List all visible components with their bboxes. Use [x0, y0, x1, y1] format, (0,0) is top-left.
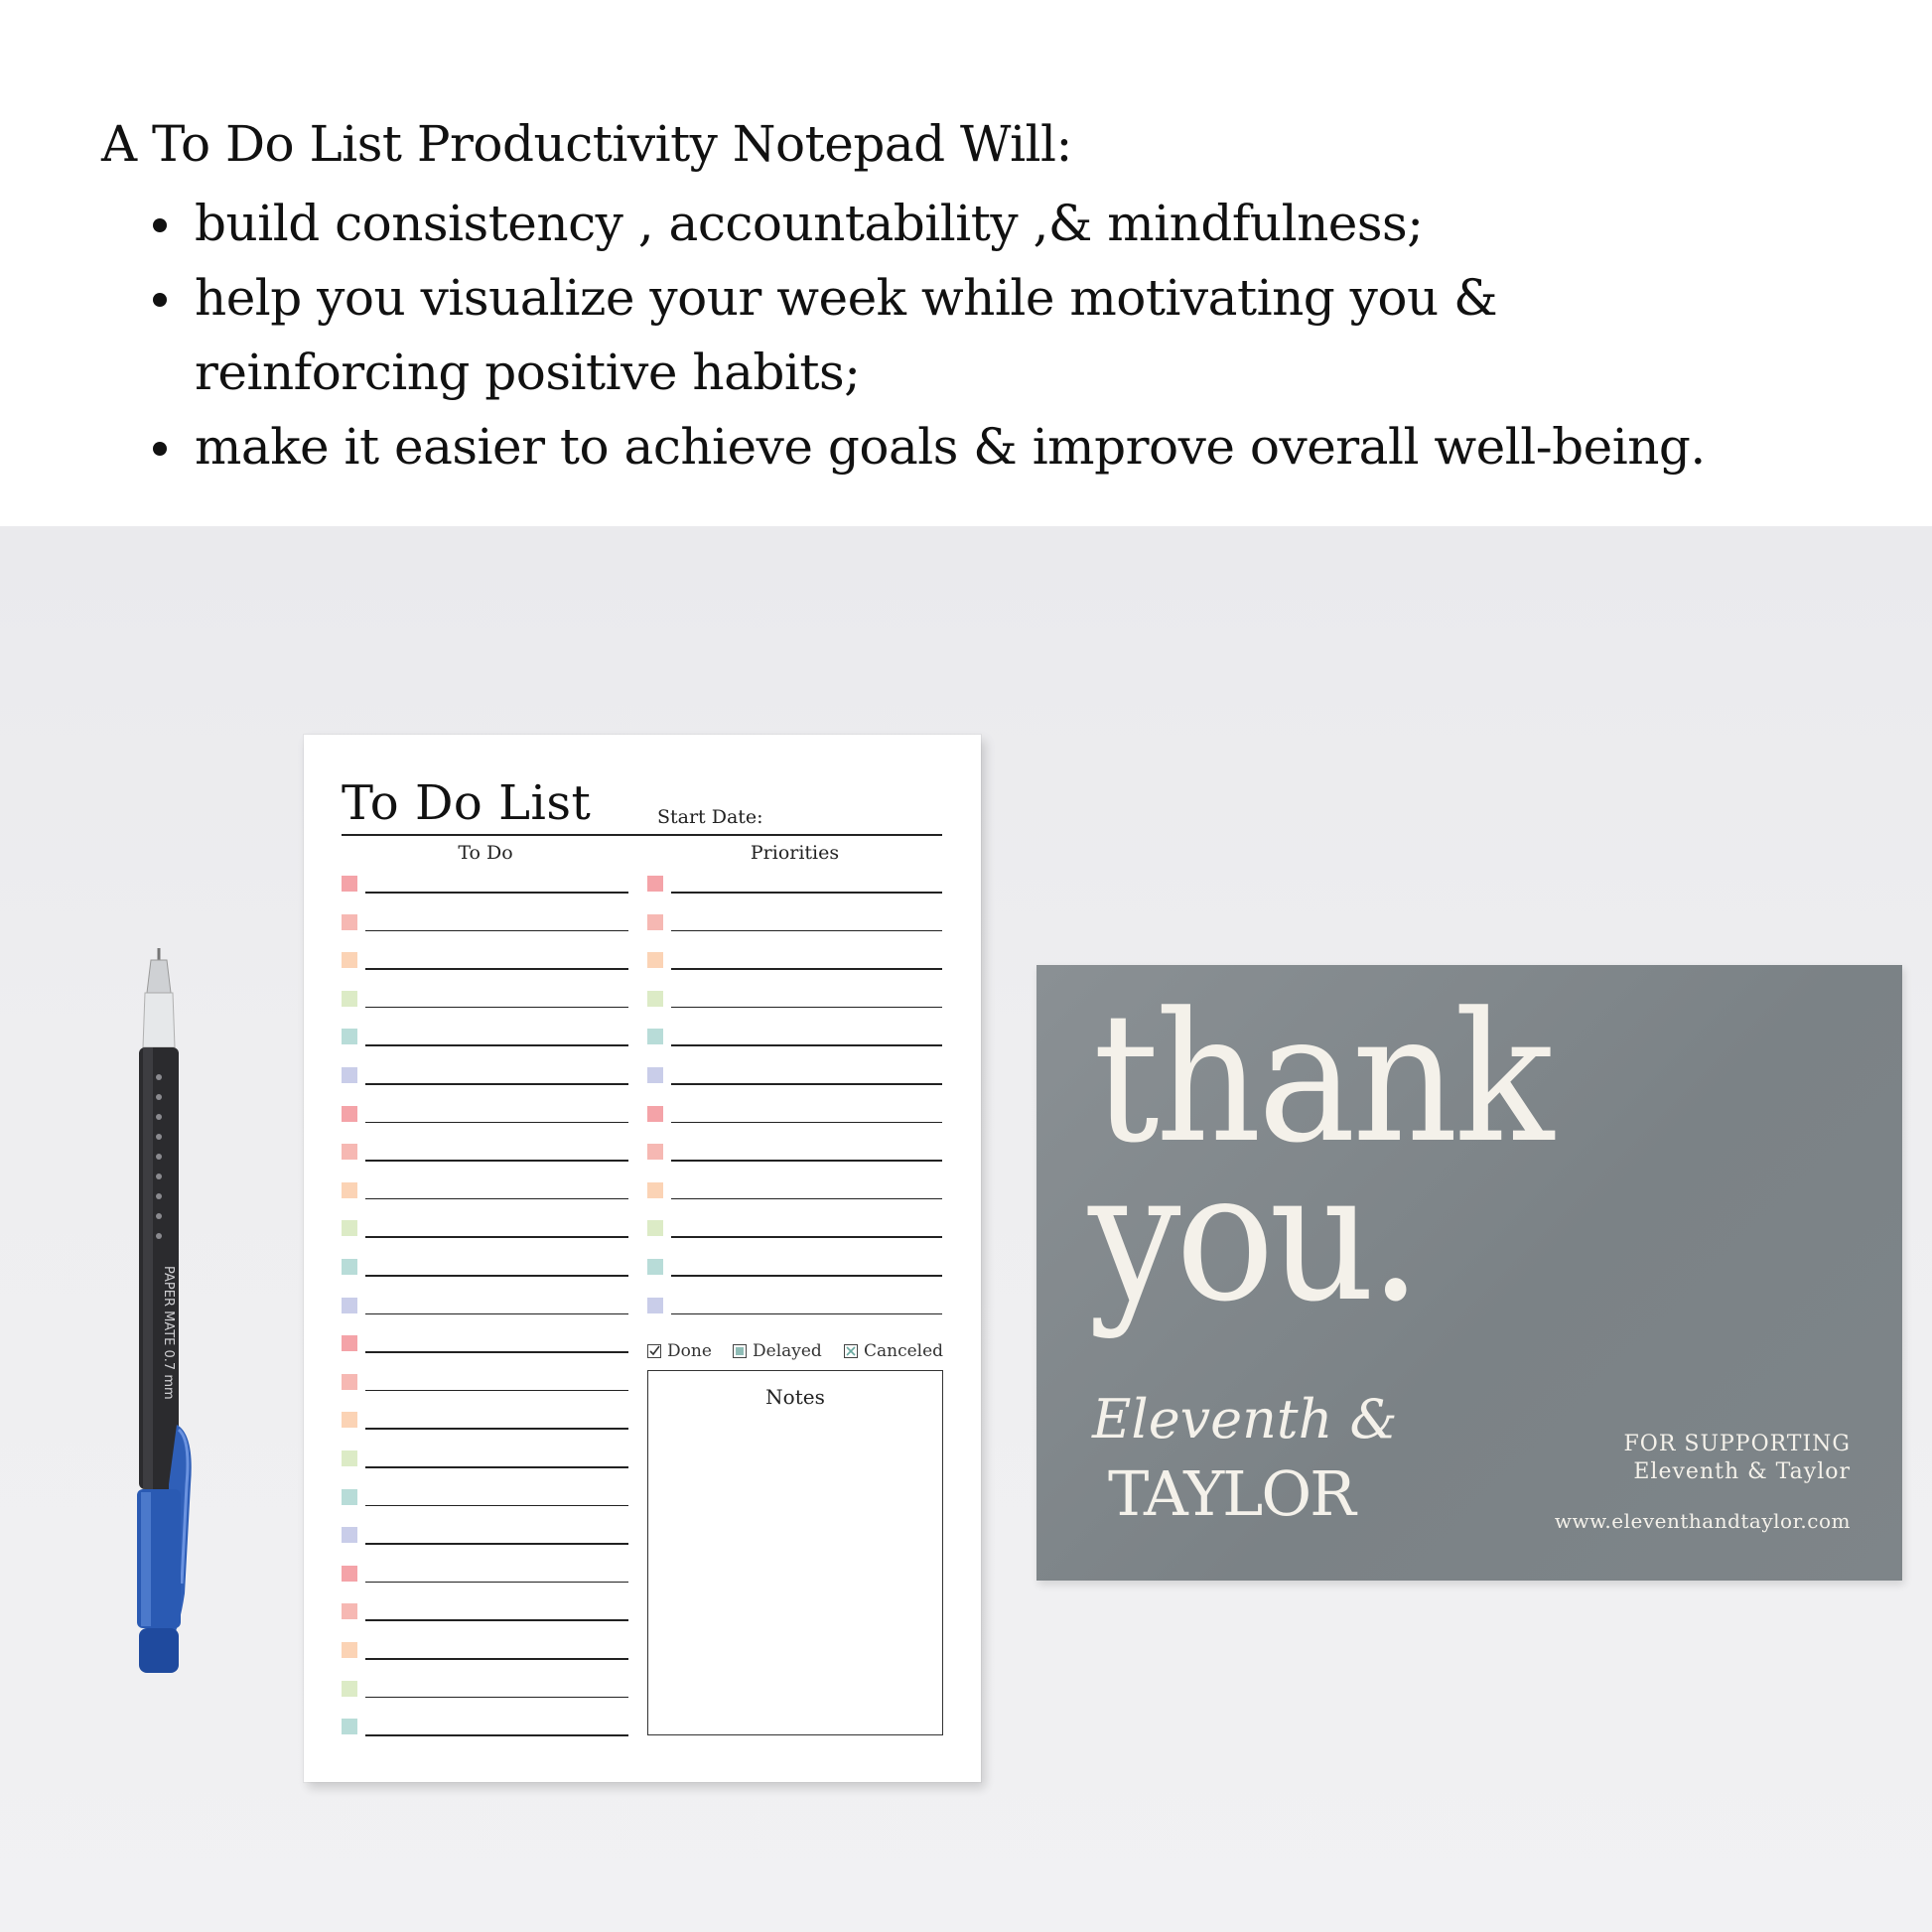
checkbox-icon[interactable] [647, 914, 663, 930]
write-line [671, 1160, 942, 1162]
bullet-icon [153, 442, 167, 456]
checkbox-icon[interactable] [342, 1412, 357, 1428]
checkbox-icon[interactable] [342, 1681, 357, 1697]
todo-row[interactable] [342, 1027, 628, 1046]
checkbox-icon[interactable] [342, 1259, 357, 1275]
todo-column-header: To Do [458, 842, 513, 864]
todo-row[interactable] [342, 1564, 628, 1584]
todo-row[interactable] [342, 1372, 628, 1392]
start-date-label: Start Date: [657, 806, 763, 828]
benefit-text: make it easier to achieve goals & improve overall well-being. [195, 418, 1706, 476]
todo-row[interactable] [342, 912, 628, 932]
status-legend [647, 1341, 945, 1365]
checkbox-icon[interactable] [647, 1220, 663, 1236]
todo-row[interactable] [342, 1525, 628, 1545]
todo-row[interactable] [342, 1142, 628, 1162]
write-line [365, 1505, 628, 1507]
priority-row[interactable] [647, 1180, 942, 1200]
todo-row[interactable] [342, 1679, 628, 1699]
write-line [671, 1236, 942, 1238]
write-line [671, 1198, 942, 1200]
todo-notepad [304, 735, 981, 1782]
todo-row[interactable] [342, 1218, 628, 1238]
title-divider [342, 834, 942, 836]
checkbox-icon[interactable] [342, 1527, 357, 1543]
checkbox-icon[interactable] [647, 1029, 663, 1044]
priority-row[interactable] [647, 950, 942, 970]
write-line [365, 1044, 628, 1046]
checkbox-icon[interactable] [342, 1489, 357, 1505]
checkbox-icon[interactable] [342, 952, 357, 968]
write-line [365, 968, 628, 970]
bullet-icon [153, 293, 167, 307]
todo-row[interactable] [342, 1717, 628, 1736]
checkbox-icon[interactable] [647, 991, 663, 1007]
write-line [365, 930, 628, 932]
priority-row[interactable] [647, 912, 942, 932]
priority-row[interactable] [647, 874, 942, 894]
write-line [671, 1044, 942, 1046]
todo-row[interactable] [342, 1104, 628, 1124]
todo-row[interactable] [342, 1449, 628, 1468]
todo-row[interactable] [342, 1487, 628, 1507]
todo-row[interactable] [342, 1640, 628, 1660]
write-line [365, 1428, 628, 1430]
todo-row[interactable] [342, 1601, 628, 1621]
write-line [365, 1236, 628, 1238]
write-line [365, 892, 628, 894]
write-line [365, 1466, 628, 1468]
todo-row[interactable] [342, 1333, 628, 1353]
done-checkbox-icon [647, 1344, 661, 1358]
legend-done: Done [647, 1341, 712, 1361]
priority-row[interactable] [647, 1104, 942, 1124]
pen-barrel-text: PAPER MATE 0.7 mm [161, 1266, 176, 1400]
write-line [365, 1313, 628, 1315]
benefit-text: build consistency , accountability ,& mindfulness; [195, 195, 1424, 252]
checkbox-icon[interactable] [647, 1106, 663, 1122]
write-line [365, 1007, 628, 1009]
todo-row[interactable] [342, 1065, 628, 1085]
write-line [365, 1734, 628, 1736]
write-line [365, 1582, 628, 1584]
todo-row[interactable] [342, 989, 628, 1009]
canceled-checkbox-icon [844, 1344, 858, 1358]
thank-you-card [1036, 965, 1902, 1581]
write-line [671, 1007, 942, 1009]
write-line [671, 1275, 942, 1277]
benefit-item [149, 187, 1787, 261]
checkbox-icon[interactable] [342, 1298, 357, 1313]
write-line [671, 1313, 942, 1315]
checkbox-icon[interactable] [342, 1719, 357, 1734]
headline-title: A To Do List Productivity Notepad Will: [101, 115, 1072, 173]
checkbox-icon[interactable] [647, 952, 663, 968]
priority-row[interactable] [647, 1218, 942, 1238]
notes-label: Notes [765, 1385, 825, 1409]
checkbox-icon[interactable] [342, 1450, 357, 1466]
checkbox-icon[interactable] [342, 1642, 357, 1658]
delayed-checkbox-icon [733, 1344, 747, 1358]
write-line [671, 1122, 942, 1124]
priority-row[interactable] [647, 1027, 942, 1046]
checkbox-icon[interactable] [647, 1182, 663, 1198]
header-section [0, 0, 1932, 526]
write-line [365, 1658, 628, 1660]
write-line [671, 968, 942, 970]
write-line [365, 1083, 628, 1085]
todo-row[interactable] [342, 1296, 628, 1315]
priority-row[interactable] [647, 1065, 942, 1085]
checkbox-icon[interactable] [342, 914, 357, 930]
pen-image [99, 948, 218, 1688]
bullet-icon [153, 218, 167, 232]
legend-canceled: Canceled [844, 1341, 943, 1361]
priority-row[interactable] [647, 1142, 942, 1162]
write-line [365, 1697, 628, 1699]
card-thank-text: thank [1093, 975, 1551, 1182]
checkbox-icon[interactable] [647, 876, 663, 892]
checkbox-icon[interactable] [647, 1144, 663, 1160]
benefit-text: help you visualize your week while motivating you & reinforcing positive habits; [195, 269, 1498, 401]
legend-delayed: Delayed [733, 1341, 822, 1361]
card-you-text: you. [1088, 1134, 1417, 1341]
checkbox-icon[interactable] [647, 1259, 663, 1275]
write-line [365, 1122, 628, 1124]
notes-box [647, 1370, 943, 1735]
todo-row[interactable] [342, 874, 628, 894]
write-line [365, 1198, 628, 1200]
checkbox-icon[interactable] [342, 1144, 357, 1160]
card-website-url: www.eleventhandtaylor.com [1554, 1509, 1851, 1533]
priority-row[interactable] [647, 989, 942, 1009]
todo-row[interactable] [342, 950, 628, 970]
checkbox-icon[interactable] [342, 1566, 357, 1582]
write-line [365, 1543, 628, 1545]
checkbox-icon[interactable] [342, 1374, 357, 1390]
todo-row[interactable] [342, 1410, 628, 1430]
write-line [365, 1619, 628, 1621]
todo-row[interactable] [342, 1180, 628, 1200]
write-line [365, 1275, 628, 1277]
checkbox-icon[interactable] [342, 1067, 357, 1083]
checkbox-icon[interactable] [342, 1603, 357, 1619]
priorities-column-header: Priorities [750, 842, 840, 864]
brand-logo-script: Eleventh & [1092, 1388, 1398, 1450]
checkbox-icon[interactable] [342, 1182, 357, 1198]
priority-row[interactable] [647, 1257, 942, 1277]
benefits-list [149, 187, 1787, 484]
write-line [671, 930, 942, 932]
checkbox-icon[interactable] [342, 1106, 357, 1122]
checkbox-icon[interactable] [342, 1220, 357, 1236]
todo-row[interactable] [342, 1257, 628, 1277]
write-line [365, 1351, 628, 1353]
priority-row[interactable] [647, 1296, 942, 1315]
checkbox-icon[interactable] [342, 876, 357, 892]
brand-logo-name: TAYLOR [1108, 1457, 1354, 1530]
benefit-item [149, 410, 1787, 484]
write-line [365, 1160, 628, 1162]
checkbox-icon[interactable] [342, 1029, 357, 1044]
checkbox-icon[interactable] [647, 1298, 663, 1313]
write-line [671, 892, 942, 894]
notepad-title: To Do List [342, 775, 592, 831]
write-line [671, 1083, 942, 1085]
card-support-brand: Eleventh & Taylor [1633, 1459, 1851, 1484]
write-line [365, 1390, 628, 1392]
card-support-line: FOR SUPPORTING [1623, 1432, 1851, 1456]
benefit-item [149, 261, 1787, 410]
checkbox-icon[interactable] [647, 1067, 663, 1083]
checkbox-icon[interactable] [342, 1335, 357, 1351]
checkbox-icon[interactable] [342, 991, 357, 1007]
